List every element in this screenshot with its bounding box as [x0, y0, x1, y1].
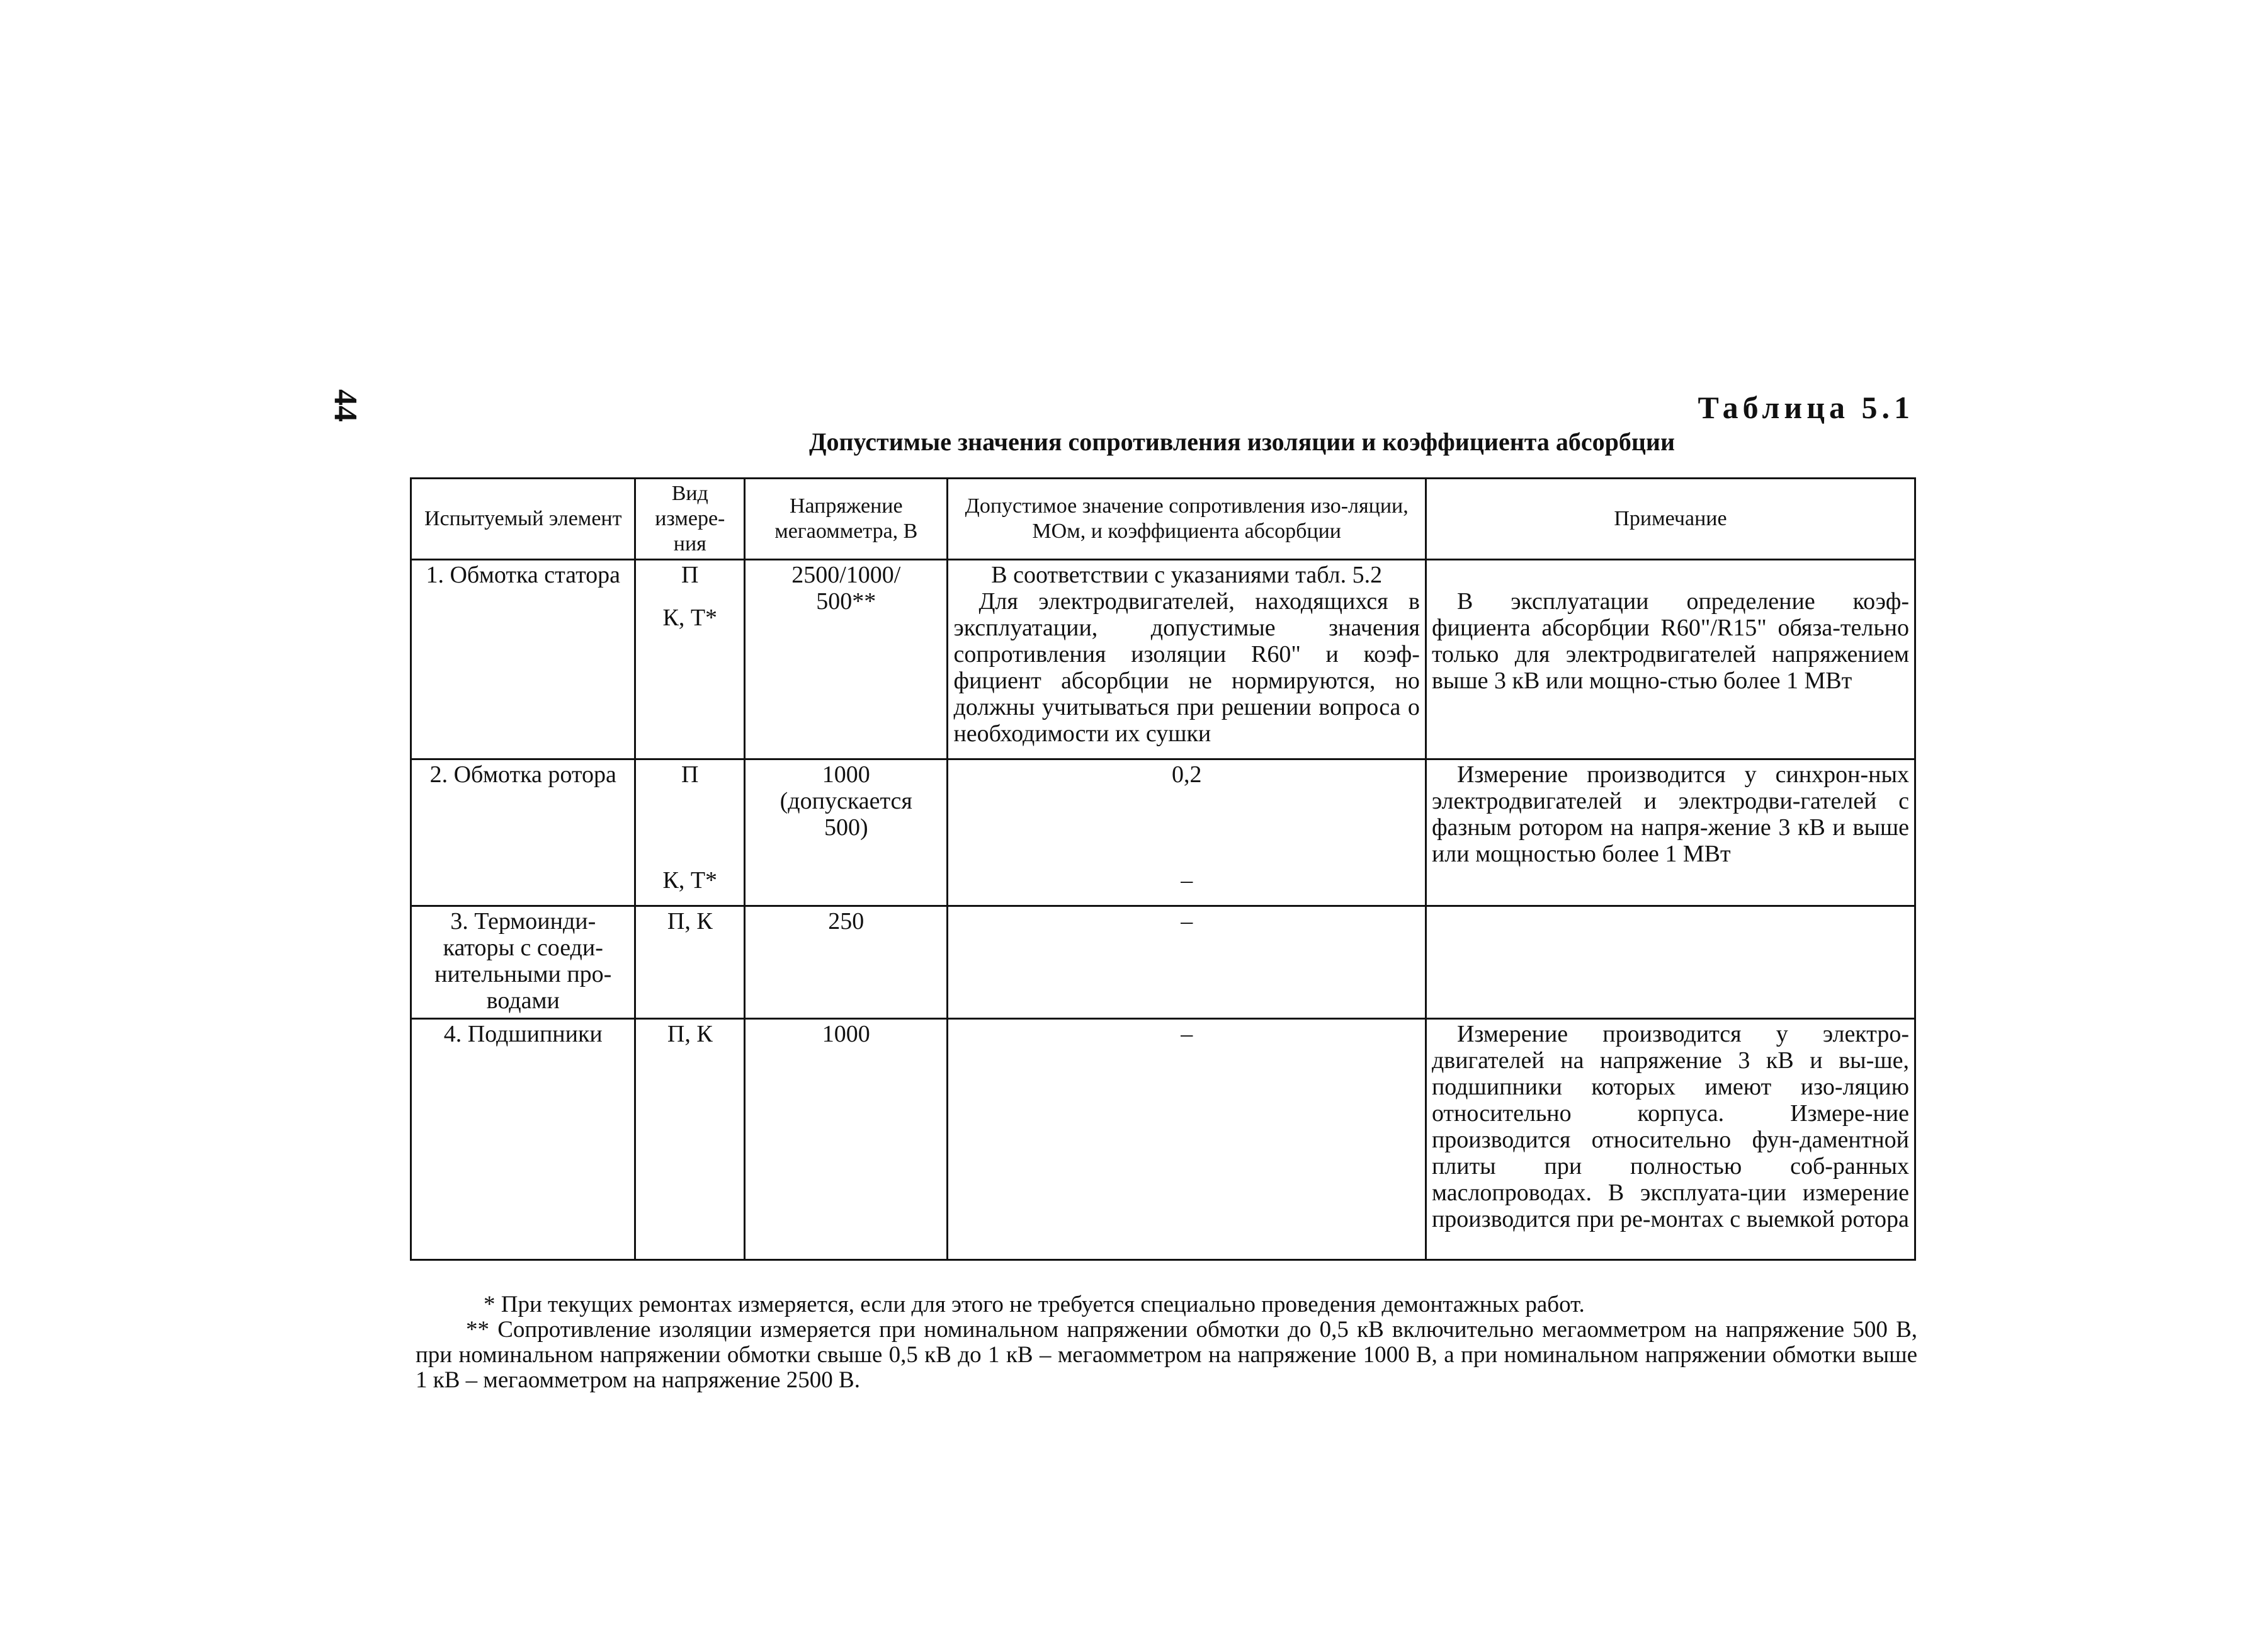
header-note: Примечание: [1426, 479, 1915, 560]
header-measurement-type: Вид измере-ния: [635, 479, 745, 560]
cell-note: Измерение производится у синхрон-ных электродвигателей и электродви-гателей с фазным ротором на напря-жение 3 кВ и выше или мощностью более 1 МВт: [1426, 759, 1915, 906]
table-row: [411, 1019, 1915, 1260]
cell-value: [948, 560, 1426, 759]
table-row: [411, 560, 1915, 759]
cell-type-bottom: К, Т*: [662, 867, 718, 894]
cell-element: 1. Обмотка статора: [411, 560, 635, 759]
footnotes: [416, 1292, 1917, 1393]
cell-type: [635, 759, 745, 906]
cell-note: [1426, 906, 1915, 1019]
cell-voltage: 2500/1000/ 500**: [745, 560, 948, 759]
cell-type-bottom: К, Т*: [662, 605, 718, 631]
cell-voltage: 1000 (допускается 500): [745, 759, 948, 906]
header-element: Испытуемый элемент: [411, 479, 635, 560]
cell-type: [635, 560, 745, 759]
cell-value-top: 0,2: [1171, 761, 1202, 788]
insulation-table: [410, 477, 1916, 1261]
cell-element: 2. Обмотка ротора: [411, 759, 635, 906]
cell-type: П, К: [635, 1019, 745, 1260]
cell-type-top: П: [681, 761, 699, 788]
cell-value: –: [948, 1019, 1426, 1260]
header-row: [411, 479, 1915, 560]
cell-element: 4. Подшипники: [411, 1019, 635, 1260]
header-voltage: Напряжение мегаомметра, В: [745, 479, 948, 560]
cell-value: –: [948, 906, 1426, 1019]
table-row: [411, 759, 1915, 906]
page-number: 44: [327, 389, 363, 422]
cell-type: П, К: [635, 906, 745, 1019]
cell-note: Измерение производится у электро-двигателей на напряжение 3 кВ и вы-ше, подшипники которых имеют изо-ляцию относительно корпуса. Измере-ние производится относительно фун-даментной плиты при полностью соб-ранных маслопроводах. В эксплуата-ции измерение производится при ре-монтах с выемкой ротора: [1426, 1019, 1915, 1260]
cell-voltage: 1000: [745, 1019, 948, 1260]
table-label: Таблица 5.1: [1698, 390, 1914, 425]
cell-element: 3. Термоинди-каторы с соеди-нительными про-водами: [411, 906, 635, 1019]
cell-note: [1426, 560, 1915, 759]
header-allowed-value: Допустимое значение сопротивления изо-ляции, МОм, и коэффициента абсорбции: [948, 479, 1426, 560]
cell-value-line2: Для электродвигателей, находящихся в эксплуатации, допустимые значения сопротивления изоляции R60" и коэф-фициент абсорбции не нормируются, но должны учитываться при решении вопроса о необходимости их сушки: [953, 588, 1420, 747]
cell-note-text: В эксплуатации определение коэф-фициента абсорбции R60"/R15" обяза-тельно только для электродвигателей напряжением выше 3 кВ или мощно-стью более 1 МВт: [1431, 588, 1909, 694]
table-title: Допустимые значения сопротивления изоляции и коэффициента абсорбции: [808, 428, 1675, 456]
cell-type-top: П: [681, 562, 699, 588]
cell-value-bottom: –: [1181, 867, 1193, 894]
table-row: [411, 906, 1915, 1019]
footnote-2: ** Сопротивление изоляции измеряется при номинальном напряжении обмотки до 0,5 кВ включительно мегаомметром на напряжение 500 В, при номинальном напряжении обмотки свыше 0,5 кВ до 1 кВ – мегаомметром на напряжение 1000 В, а при номинальном напряжении обмотки выше 1 кВ – мегаомметром на напряжение 2500 В.: [416, 1317, 1917, 1393]
cell-voltage: 250: [745, 906, 948, 1019]
cell-value-line1: В соответствии с указаниями табл. 5.2: [991, 562, 1383, 588]
footnote-1: * При текущих ремонтах измеряется, если для этого не требуется специально проведения демонтажных работ.: [484, 1292, 1585, 1317]
cell-value: [948, 759, 1426, 906]
